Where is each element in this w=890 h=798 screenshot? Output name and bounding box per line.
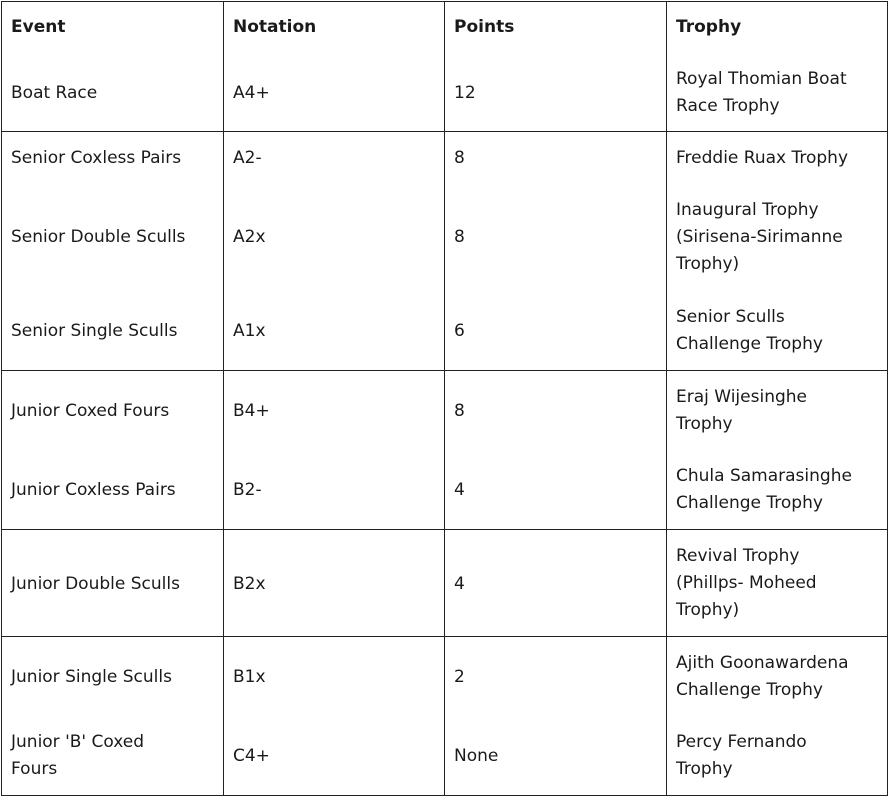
cell-notation: B2-: [233, 480, 262, 500]
cell-event: Junior Single Sculls: [11, 667, 172, 687]
cell-notation: A2x: [233, 227, 266, 247]
cell-event: Junior Double Sculls: [11, 574, 180, 594]
cell-notation: C4+: [233, 746, 270, 766]
cell-points: 8: [454, 148, 465, 168]
cell-notation: B4+: [233, 401, 270, 421]
cell-trophy: Inaugural Trophy (Sirisena-Sirimanne Trophy): [676, 200, 843, 274]
cell-notation: A4+: [233, 83, 270, 103]
cell-event: Junior Coxed Fours: [11, 401, 170, 421]
column-divider: [444, 2, 445, 795]
cell-points: 8: [454, 227, 465, 247]
cell-points: 8: [454, 401, 465, 421]
cell-points: None: [454, 746, 499, 766]
header-event: Event: [11, 17, 66, 37]
header-notation: Notation: [233, 17, 317, 37]
cell-event: Junior 'B' Coxed Fours: [11, 732, 145, 779]
cell-trophy: Senior Sculls Challenge Trophy: [676, 307, 823, 354]
cell-event: Senior Single Sculls: [11, 321, 178, 341]
row-group-divider: [2, 370, 887, 371]
cell-event: Senior Double Sculls: [11, 227, 186, 247]
cell-trophy: Revival Trophy (Phillps- Moheed Trophy): [676, 546, 817, 620]
trophy-table: [1, 1, 888, 796]
cell-trophy: Eraj Wijesinghe Trophy: [676, 387, 807, 434]
column-divider: [666, 2, 667, 795]
cell-event: Junior Coxless Pairs: [11, 480, 176, 500]
row-group-divider: [2, 636, 887, 637]
cell-notation: B1x: [233, 667, 266, 687]
cell-trophy: Ajith Goonawardena Challenge Trophy: [676, 653, 849, 700]
cell-trophy: Percy Fernando Trophy: [676, 732, 807, 779]
cell-trophy: Royal Thomian Boat Race Trophy: [676, 69, 847, 116]
cell-points: 4: [454, 574, 465, 594]
cell-points: 4: [454, 480, 465, 500]
cell-notation: B2x: [233, 574, 266, 594]
cell-points: 2: [454, 667, 465, 687]
row-group-divider: [2, 529, 887, 530]
cell-points: 12: [454, 83, 476, 103]
cell-notation: A2-: [233, 148, 262, 168]
header-points: Points: [454, 17, 515, 37]
cell-trophy: Freddie Ruax Trophy: [676, 148, 849, 168]
cell-trophy: Chula Samarasinghe Challenge Trophy: [676, 466, 852, 513]
header-trophy: Trophy: [676, 17, 742, 37]
column-divider: [223, 2, 224, 795]
row-group-divider: [2, 131, 887, 132]
cell-notation: A1x: [233, 321, 266, 341]
cell-points: 6: [454, 321, 465, 341]
cell-event: Boat Race: [11, 83, 98, 103]
cell-event: Senior Coxless Pairs: [11, 148, 182, 168]
